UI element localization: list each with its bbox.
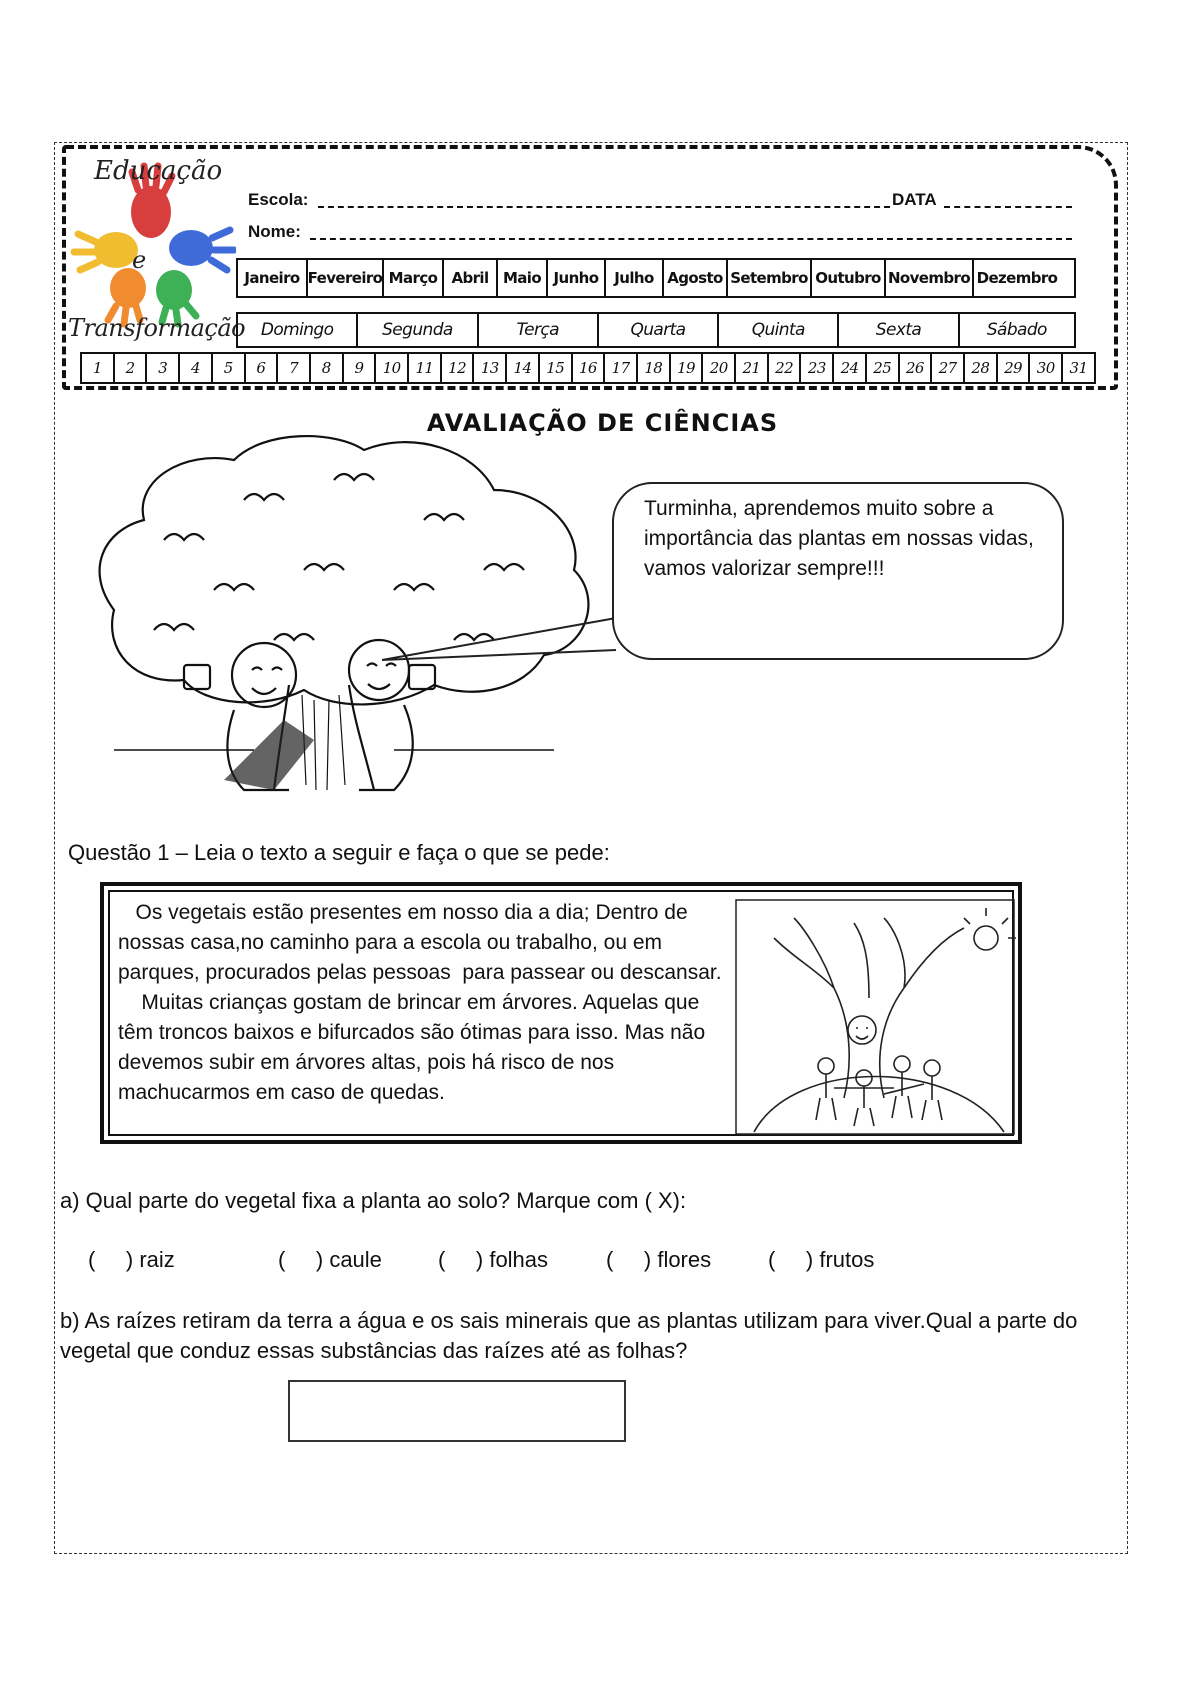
day-cell[interactable]: 12: [442, 354, 475, 382]
date-field[interactable]: [944, 206, 1072, 208]
day-cell[interactable]: 26: [900, 354, 933, 382]
logo-text-mid: e: [132, 246, 147, 274]
day-cell[interactable]: 8: [311, 354, 344, 382]
weekday-cell[interactable]: Segunda: [358, 314, 478, 346]
day-cell[interactable]: 15: [540, 354, 573, 382]
month-cell[interactable]: Abril: [444, 260, 498, 296]
month-cell[interactable]: Agosto: [664, 260, 728, 296]
day-cell[interactable]: 21: [736, 354, 769, 382]
name-field[interactable]: [310, 238, 1072, 240]
date-label: DATA: [892, 190, 937, 209]
day-cell[interactable]: 5: [213, 354, 246, 382]
tree-ring-illustration: [734, 898, 1016, 1136]
day-cell[interactable]: 6: [246, 354, 279, 382]
day-cell[interactable]: 20: [703, 354, 736, 382]
month-cell[interactable]: Dezembro: [976, 269, 1058, 287]
day-cell[interactable]: 7: [278, 354, 311, 382]
option-flores[interactable]: ( ) flores: [606, 1247, 712, 1272]
day-cell[interactable]: 30: [1030, 354, 1063, 382]
question-1-prompt: Questão 1 – Leia o texto a seguir e faça o que se pede:: [68, 840, 610, 865]
speech-bubble: [612, 482, 1064, 660]
day-cell[interactable]: 28: [965, 354, 998, 382]
option-frutos[interactable]: ( ) frutos: [768, 1247, 875, 1272]
weekday-cell[interactable]: Quinta: [719, 314, 839, 346]
logo: [66, 150, 246, 350]
reading-paragraph-1: Os vegetais estão presentes em nosso dia a dia; Dentro de nossas casa,no caminho para a escola ou trabalho, ou em parques, procurados pelas pessoas para passear ou descansar.: [118, 901, 722, 984]
day-cell[interactable]: 25: [867, 354, 900, 382]
weekday-cell[interactable]: Terça: [479, 314, 599, 346]
day-cell[interactable]: 22: [769, 354, 802, 382]
day-cell[interactable]: 23: [801, 354, 834, 382]
day-cell[interactable]: 14: [507, 354, 540, 382]
reading-text: [118, 898, 738, 1108]
day-cell[interactable]: 1: [82, 354, 115, 382]
months-row: [236, 258, 1076, 298]
day-cell[interactable]: 10: [376, 354, 409, 382]
speech-bubble-text: Turminha, aprendemos muito sobre a importância das plantas em nossas vidas, vamos valorizar sempre!!!: [644, 497, 1034, 580]
page-title: AVALIAÇÃO DE CIÊNCIAS: [426, 409, 779, 437]
weekday-cell[interactable]: Quarta: [599, 314, 719, 346]
day-cell[interactable]: 3: [147, 354, 180, 382]
option-raiz[interactable]: ( ) raiz: [88, 1247, 175, 1272]
weekdays-row: [236, 312, 1076, 348]
day-cell[interactable]: 31: [1069, 359, 1088, 377]
day-cell[interactable]: 4: [180, 354, 213, 382]
weekday-cell[interactable]: Sexta: [839, 314, 959, 346]
school-label: Escola:: [248, 190, 309, 209]
reading-paragraph-2: Muitas crianças gostam de brincar em árvores. Aquelas que têm troncos baixos e bifurcados são ótimas para isso. Mas não devemos subir em árvores altas, pois há risco de nos machucarmos em caso de quedas.: [118, 991, 711, 1104]
day-cell[interactable]: 2: [115, 354, 148, 382]
day-cell[interactable]: 16: [573, 354, 606, 382]
month-cell[interactable]: Maio: [498, 260, 548, 296]
option-folhas[interactable]: ( ) folhas: [438, 1247, 549, 1272]
name-label: Nome:: [248, 222, 301, 241]
answer-box[interactable]: [288, 1380, 626, 1442]
logo-text-top: Educação: [94, 156, 223, 186]
month-cell[interactable]: Julho: [606, 260, 664, 296]
month-cell[interactable]: Outubro: [812, 260, 886, 296]
speech-bubble-tail: [380, 600, 640, 690]
month-cell[interactable]: Fevereiro: [308, 260, 384, 296]
month-cell[interactable]: Janeiro: [238, 260, 308, 296]
question-b-prompt: b) As raízes retiram da terra a água e os sais minerais que as plantas utilizam para viver.Qual a parte do vegetal que conduz essas substâncias das raízes até as folhas?: [60, 1308, 1078, 1363]
day-cell[interactable]: 19: [671, 354, 704, 382]
reading-text-box: [100, 882, 1022, 1144]
weekday-cell[interactable]: Sábado: [986, 320, 1047, 340]
day-cell[interactable]: 27: [932, 354, 965, 382]
question-a-prompt: a) Qual parte do vegetal fixa a planta ao solo? Marque com ( X):: [60, 1188, 687, 1213]
day-cell[interactable]: 24: [834, 354, 867, 382]
day-cell[interactable]: 29: [998, 354, 1031, 382]
month-cell[interactable]: Novembro: [886, 260, 974, 296]
school-field[interactable]: [318, 206, 890, 208]
day-cell[interactable]: 9: [344, 354, 377, 382]
day-cell[interactable]: 11: [409, 354, 442, 382]
logo-text-bottom: Transformação: [68, 314, 246, 342]
month-cell[interactable]: Setembro: [728, 260, 812, 296]
day-cell[interactable]: 17: [605, 354, 638, 382]
day-cell[interactable]: 13: [474, 354, 507, 382]
day-cell[interactable]: 18: [638, 354, 671, 382]
month-cell[interactable]: Março: [384, 260, 444, 296]
days-row: [80, 352, 1096, 384]
option-caule[interactable]: ( ) caule: [278, 1247, 382, 1272]
weekday-cell[interactable]: Domingo: [238, 314, 358, 346]
month-cell[interactable]: Junho: [548, 260, 606, 296]
